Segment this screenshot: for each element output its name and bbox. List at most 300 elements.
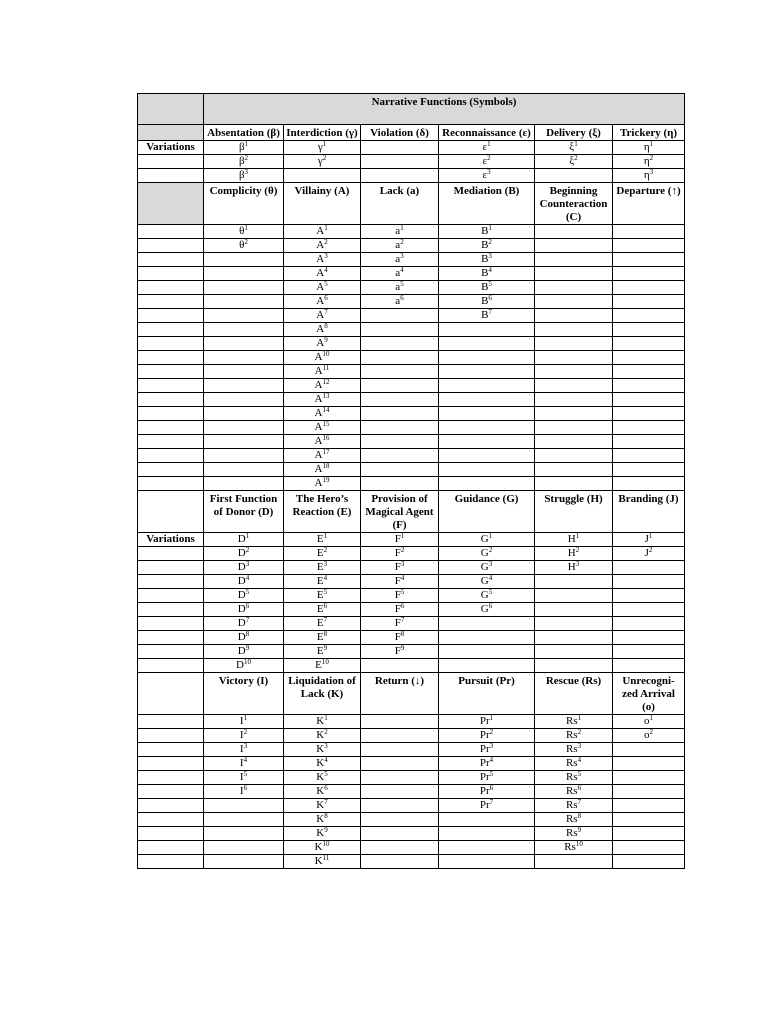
symbol-index: 1 <box>487 140 491 148</box>
symbol-base: Rs <box>565 799 578 811</box>
row-label-cell <box>138 183 204 225</box>
symbol-base: B <box>481 225 489 237</box>
symbol-cell <box>439 365 535 379</box>
symbol-cell <box>613 813 685 827</box>
symbol-base: F <box>394 603 401 615</box>
symbol-cell <box>204 841 284 855</box>
column-header-return: Return (↓) <box>361 673 439 715</box>
symbol-cell <box>535 757 613 771</box>
symbol-cell <box>361 547 439 561</box>
symbol-base: K <box>314 855 323 867</box>
symbol-index: 4 <box>400 574 405 582</box>
symbol-base: E <box>316 603 324 615</box>
symbol-base: J <box>644 533 649 545</box>
symbol-index: 2 <box>324 238 328 246</box>
symbol-base: D <box>237 589 246 601</box>
symbol-base: B <box>481 253 489 265</box>
symbol-cell <box>361 477 439 491</box>
symbol-cell <box>613 449 685 463</box>
symbol-cell <box>284 365 361 379</box>
symbol-base: θ <box>239 225 245 237</box>
symbol-cell <box>284 169 361 183</box>
symbol-index: 10 <box>575 840 583 848</box>
row-label-cell <box>138 673 204 715</box>
symbol-cell <box>535 407 613 421</box>
symbol-index: 9 <box>324 826 328 834</box>
row-label-cell <box>138 267 204 281</box>
symbol-base: Rs <box>565 827 578 839</box>
symbol-cell <box>361 855 439 869</box>
symbol-base: F <box>394 589 401 601</box>
symbol-cell <box>204 323 284 337</box>
symbol-cell <box>535 239 613 253</box>
symbol-cell <box>439 295 535 309</box>
symbol-cell <box>439 421 535 435</box>
symbol-index: 6 <box>488 602 493 610</box>
symbol-cell <box>361 281 439 295</box>
symbol-base: F <box>394 617 401 629</box>
symbol-cell <box>439 757 535 771</box>
symbol-base: Pr <box>479 729 490 741</box>
symbol-cell <box>439 715 535 729</box>
symbol-base: A <box>314 407 323 419</box>
symbol-cell <box>204 449 284 463</box>
symbol-index: 5 <box>323 588 328 596</box>
symbol-base: Rs <box>565 715 578 727</box>
symbol-cell <box>535 827 613 841</box>
row-label-cell <box>138 393 204 407</box>
symbol-index: 1 <box>649 714 653 722</box>
symbol-cell <box>613 533 685 547</box>
symbol-cell <box>439 337 535 351</box>
symbol-cell <box>361 253 439 267</box>
row-label-cell <box>138 561 204 575</box>
symbol-index: 10 <box>322 350 330 358</box>
column-header-rescue-rs: Rescue (Rs) <box>535 673 613 715</box>
symbol-index: 2 <box>488 238 492 246</box>
symbol-cell <box>284 603 361 617</box>
symbol-base: D <box>237 617 246 629</box>
symbol-cell <box>535 533 613 547</box>
symbol-base: F <box>394 561 401 573</box>
symbol-base: Pr <box>479 799 490 811</box>
symbol-cell <box>284 477 361 491</box>
symbol-index: 3 <box>488 560 493 568</box>
symbol-base: A <box>314 421 323 433</box>
symbol-cell <box>613 295 685 309</box>
symbol-cell <box>613 477 685 491</box>
column-header-complicity: Complicity (θ) <box>204 183 284 225</box>
symbol-cell <box>284 827 361 841</box>
symbol-cell <box>613 421 685 435</box>
row-label-cell <box>138 253 204 267</box>
symbol-index: 2 <box>649 154 654 162</box>
symbol-cell <box>535 575 613 589</box>
symbol-base: K <box>316 827 325 839</box>
row-label-cell <box>138 547 204 561</box>
symbol-base: a <box>395 295 401 307</box>
symbol-cell <box>284 617 361 631</box>
table-row <box>138 729 685 743</box>
symbol-base: Rs <box>565 757 578 769</box>
symbol-cell <box>284 295 361 309</box>
symbol-cell <box>204 827 284 841</box>
symbol-cell <box>613 309 685 323</box>
symbol-cell <box>613 771 685 785</box>
symbol-index: 2 <box>575 546 580 554</box>
symbol-index: 7 <box>488 308 492 316</box>
symbol-cell <box>204 715 284 729</box>
symbol-index: 2 <box>400 546 405 554</box>
symbol-base: E <box>316 561 324 573</box>
column-header-guidance-g: Guidance (G) <box>439 491 535 533</box>
symbol-base: G <box>480 589 489 601</box>
symbol-index: 13 <box>322 392 330 400</box>
symbol-cell <box>535 463 613 477</box>
row-label-cell <box>138 365 204 379</box>
symbol-cell <box>361 421 439 435</box>
symbol-cell <box>204 463 284 477</box>
symbol-base: D <box>237 547 246 559</box>
symbol-cell <box>204 267 284 281</box>
symbol-cell <box>535 281 613 295</box>
row-label-cell <box>138 645 204 659</box>
symbol-cell <box>613 351 685 365</box>
symbol-index: 1 <box>575 532 580 540</box>
symbol-cell <box>439 155 535 169</box>
symbol-base: K <box>314 841 323 853</box>
symbol-cell <box>535 855 613 869</box>
table-row <box>138 281 685 295</box>
symbol-cell <box>204 659 284 673</box>
symbol-cell <box>204 771 284 785</box>
row-label-cell <box>138 421 204 435</box>
symbol-cell <box>439 855 535 869</box>
symbol-cell <box>439 281 535 295</box>
symbol-base: B <box>481 295 489 307</box>
symbol-index: 14 <box>322 406 330 414</box>
symbol-cell <box>204 855 284 869</box>
symbol-cell <box>361 463 439 477</box>
symbol-index: 1 <box>400 224 404 232</box>
table-row <box>138 169 685 183</box>
symbol-index: 8 <box>245 630 250 638</box>
symbol-cell <box>204 547 284 561</box>
row-label-cell <box>138 589 204 603</box>
symbol-base: Pr <box>479 771 490 783</box>
symbol-base: F <box>394 533 401 545</box>
symbol-cell <box>361 729 439 743</box>
symbol-base: I <box>239 757 244 769</box>
symbol-base: G <box>480 547 489 559</box>
symbol-base: K <box>316 785 325 797</box>
symbol-index: 1 <box>243 714 248 722</box>
symbol-base: η <box>643 169 650 181</box>
symbol-cell <box>439 323 535 337</box>
row-label-cell <box>138 281 204 295</box>
symbol-index: 4 <box>324 756 328 764</box>
symbol-base: Rs <box>565 771 578 783</box>
table-row <box>138 827 685 841</box>
symbol-cell <box>535 771 613 785</box>
row-label-cell <box>138 239 204 253</box>
symbol-base: A <box>316 281 325 293</box>
symbol-index: 1 <box>245 532 250 540</box>
symbol-cell <box>535 295 613 309</box>
symbol-base: Rs <box>565 813 578 825</box>
symbol-cell <box>439 309 535 323</box>
symbol-cell <box>613 239 685 253</box>
table-row <box>138 351 685 365</box>
symbol-cell <box>613 281 685 295</box>
symbol-index: 9 <box>324 336 328 344</box>
symbol-cell <box>535 477 613 491</box>
section-header-row <box>138 673 685 715</box>
symbol-cell <box>284 393 361 407</box>
symbol-index: 11 <box>322 364 330 372</box>
symbol-index: 7 <box>577 798 582 806</box>
symbol-index: 9 <box>245 644 250 652</box>
symbol-cell <box>439 351 535 365</box>
symbol-cell <box>535 589 613 603</box>
symbol-cell <box>284 729 361 743</box>
row-label-cell <box>138 323 204 337</box>
symbol-cell <box>613 435 685 449</box>
symbol-cell <box>361 841 439 855</box>
symbol-base: A <box>316 323 325 335</box>
table-row <box>138 617 685 631</box>
symbol-cell <box>613 743 685 757</box>
symbol-cell <box>204 631 284 645</box>
row-label-cell <box>138 603 204 617</box>
symbol-cell <box>284 449 361 463</box>
table-row <box>138 799 685 813</box>
symbol-cell <box>535 253 613 267</box>
symbol-base: A <box>316 309 325 321</box>
symbol-index: 3 <box>244 168 249 176</box>
symbol-cell <box>439 841 535 855</box>
symbol-cell <box>284 379 361 393</box>
row-label-cell <box>138 449 204 463</box>
symbol-index: 2 <box>244 238 248 246</box>
column-header-provision-of-magical-agent-f: Provision of Magical Agent (F) <box>361 491 439 533</box>
row-label-cell <box>138 827 204 841</box>
row-label-cell <box>138 855 204 869</box>
symbol-cell <box>284 757 361 771</box>
symbol-cell <box>535 841 613 855</box>
column-header-villainy-a: Villainy (A) <box>284 183 361 225</box>
symbol-cell <box>361 799 439 813</box>
symbol-base: F <box>394 575 401 587</box>
symbol-cell <box>439 463 535 477</box>
symbol-base: B <box>481 239 489 251</box>
symbol-cell <box>613 365 685 379</box>
symbol-index: 1 <box>324 224 328 232</box>
symbol-index: 6 <box>400 294 404 302</box>
table-row <box>138 323 685 337</box>
symbol-cell <box>204 589 284 603</box>
symbol-cell <box>361 645 439 659</box>
table-row <box>138 365 685 379</box>
symbol-index: 2 <box>244 154 249 162</box>
symbol-index: 8 <box>324 322 328 330</box>
symbol-index: 2 <box>577 728 582 736</box>
row-label-cell <box>138 799 204 813</box>
symbol-index: 19 <box>322 476 330 484</box>
symbol-cell <box>439 645 535 659</box>
symbol-cell <box>284 155 361 169</box>
symbol-base: I <box>239 785 244 797</box>
symbol-index: 1 <box>488 532 493 540</box>
symbol-index: 5 <box>488 280 492 288</box>
symbol-base: K <box>316 715 325 727</box>
row-label-cell <box>138 125 204 141</box>
symbol-cell <box>204 407 284 421</box>
symbol-base: D <box>237 533 246 545</box>
symbol-cell <box>284 225 361 239</box>
column-header-first-function-of-donor-d: First Function of Donor (D) <box>204 491 284 533</box>
symbol-cell <box>284 309 361 323</box>
row-label-cell <box>138 813 204 827</box>
table-row <box>138 407 685 421</box>
symbol-base: A <box>316 225 325 237</box>
symbol-index: 1 <box>649 140 654 148</box>
symbol-base: Pr <box>479 785 490 797</box>
symbol-base: J <box>644 547 649 559</box>
symbol-base: G <box>480 603 489 615</box>
symbol-cell <box>204 435 284 449</box>
symbol-base: K <box>316 729 325 741</box>
row-label-cell <box>138 575 204 589</box>
symbol-base: E <box>316 589 324 601</box>
symbol-cell <box>535 813 613 827</box>
symbol-base: A <box>314 393 323 405</box>
symbol-base: a <box>395 225 401 237</box>
symbol-base: A <box>314 449 323 461</box>
symbol-index: 3 <box>649 168 654 176</box>
symbol-cell <box>439 743 535 757</box>
symbol-cell <box>613 547 685 561</box>
column-header-the-hero-s-reaction-e: The Hero’s Reaction (E) <box>284 491 361 533</box>
symbol-cell <box>439 393 535 407</box>
symbol-cell <box>535 645 613 659</box>
table-row <box>138 743 685 757</box>
table-title: Narrative Functions (Symbols) <box>204 94 685 125</box>
row-label-cell <box>138 477 204 491</box>
symbol-base: F <box>394 547 401 559</box>
symbol-cell <box>535 659 613 673</box>
symbol-index: 2 <box>245 546 250 554</box>
title-row <box>138 94 685 125</box>
symbol-cell <box>439 575 535 589</box>
table-row <box>138 449 685 463</box>
symbol-cell <box>284 281 361 295</box>
column-header-interdiction: Interdiction (γ) <box>284 125 361 141</box>
symbol-cell <box>535 799 613 813</box>
symbol-index: 7 <box>245 616 250 624</box>
row-label-cell <box>138 659 204 673</box>
symbol-cell <box>284 421 361 435</box>
symbol-cell <box>613 645 685 659</box>
symbol-index: 7 <box>324 798 328 806</box>
symbol-index: 1 <box>489 714 494 722</box>
symbol-base: H <box>567 561 576 573</box>
symbol-index: 4 <box>488 266 492 274</box>
symbol-cell <box>439 225 535 239</box>
symbol-base: E <box>316 645 324 657</box>
symbol-index: 2 <box>649 728 653 736</box>
symbol-cell <box>439 771 535 785</box>
symbol-base: Rs <box>564 841 576 853</box>
symbol-cell <box>613 155 685 169</box>
symbol-cell <box>361 267 439 281</box>
symbol-index: 10 <box>321 658 329 666</box>
table-row <box>138 141 685 155</box>
symbol-index: 2 <box>648 546 653 554</box>
symbol-cell <box>284 631 361 645</box>
symbol-index: 1 <box>322 140 327 148</box>
symbol-index: 16 <box>322 434 330 442</box>
symbol-index: 5 <box>488 588 493 596</box>
symbol-index: 2 <box>243 728 248 736</box>
symbol-cell <box>613 407 685 421</box>
symbol-index: 1 <box>574 140 578 148</box>
row-label-cell <box>138 463 204 477</box>
table-row <box>138 309 685 323</box>
symbol-cell <box>439 547 535 561</box>
symbol-cell <box>204 253 284 267</box>
symbol-cell <box>204 169 284 183</box>
row-label-cell <box>138 631 204 645</box>
symbol-index: 8 <box>400 630 405 638</box>
column-header-delivery: Delivery (ξ) <box>535 125 613 141</box>
symbol-cell <box>535 631 613 645</box>
symbol-index: 1 <box>244 140 249 148</box>
symbol-cell <box>204 309 284 323</box>
symbol-base: γ <box>317 141 323 153</box>
symbol-cell <box>613 631 685 645</box>
symbol-base: F <box>394 645 401 657</box>
column-header-lack-a: Lack (a) <box>361 183 439 225</box>
table-row <box>138 267 685 281</box>
symbol-cell <box>361 771 439 785</box>
row-label-cell <box>138 617 204 631</box>
symbol-base: I <box>239 715 244 727</box>
symbol-cell <box>361 561 439 575</box>
symbol-index: 3 <box>243 742 248 750</box>
symbol-index: 2 <box>488 546 493 554</box>
symbol-base: K <box>316 799 325 811</box>
table-row <box>138 813 685 827</box>
symbol-cell <box>361 141 439 155</box>
symbol-base: D <box>237 645 246 657</box>
symbol-cell <box>284 323 361 337</box>
table-row <box>138 841 685 855</box>
symbol-cell <box>535 421 613 435</box>
symbol-base: D <box>237 575 246 587</box>
symbol-cell <box>204 379 284 393</box>
symbol-index: 6 <box>577 784 582 792</box>
symbol-cell <box>361 631 439 645</box>
symbol-index: 4 <box>245 574 250 582</box>
symbol-base: γ <box>317 155 323 167</box>
symbol-base: a <box>395 281 401 293</box>
symbol-cell <box>204 617 284 631</box>
symbol-index: 5 <box>324 770 328 778</box>
symbol-cell <box>535 225 613 239</box>
column-header-reconnaissance: Reconnaissance (ε) <box>439 125 535 141</box>
table-row <box>138 533 685 547</box>
